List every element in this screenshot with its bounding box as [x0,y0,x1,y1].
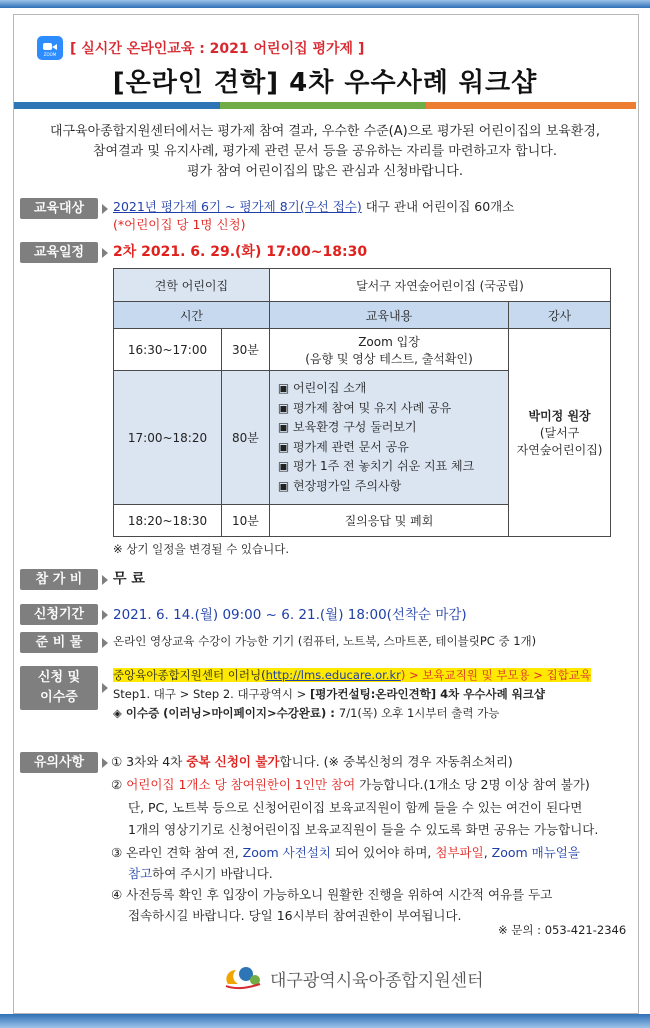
caution-highlight: Zoom 사전설치 [242,845,331,860]
apply-url-link[interactable]: http://lms.educare.or.kr [265,668,401,682]
label-arrow-icon [102,204,108,214]
caution-highlight: 참고 [128,866,153,881]
instructor-org: 자연숲어린이집) [516,443,603,457]
apply-steps: Step1. 대구 > Step 2. 대구광역시 > [113,687,310,701]
label-caution: 유의사항 [20,752,98,773]
apply-path: ) > 보육교직원 및 부모용 > 집합교육 [400,668,591,682]
col-instructor: 강사 [509,302,611,329]
label-arrow-icon [102,638,108,648]
duration-cell: 80분 [222,371,270,505]
label-target: 교육대상 [20,198,98,219]
content-cell: 질의응답 및 폐회 [269,505,508,537]
content-cell [269,329,508,371]
schedule-table [113,268,611,537]
caution-3 [111,843,580,861]
caution-3-line2 [128,864,273,882]
caution-text: ② [111,777,127,792]
center-logo-icon [222,962,262,990]
target-line1 [113,197,514,215]
prep-value: 온라인 영상교육 수강이 가능한 기기 (컴퓨터, 노트북, 스마트폰, 테이블릿PC 중 1개) [113,634,537,648]
label-apply-line: 이수증 [40,690,78,705]
label-arrow-icon [102,683,108,693]
table-row [114,302,611,329]
intro-line: 평가 참여 어린이집의 많은 관심과 신청바랍니다. [187,164,463,179]
content-item: ▣ 평가 1주 전 놓치기 쉬운 지표 체크 [277,459,475,473]
duration-cell: 30분 [222,329,270,371]
caution-highlight: 첨부파일 [435,845,484,860]
content-item: ▣ 평가제 참여 및 유지 사례 공유 [277,400,452,415]
content-item: ▣ 현장평가일 주의사항 [277,478,402,493]
top-bar [0,0,650,8]
content-item: ▣ 어린이집 소개 [277,381,367,395]
content-line: (음향 및 영상 테스트, 출석확인) [305,351,473,366]
instructor-name: 박미정 원장 [528,409,591,423]
caution-text: 가능합니다.(1개소 당 2명 이상 참여 불가) [355,777,590,792]
content-line: Zoom 입장 [358,334,420,349]
time-cell: 18:20~18:30 [114,505,222,537]
caution-2-line3: 1개의 영상기기로 신청어린이집 보육교직원이 들을 수 있도록 화면 공유는 가능합니다. [128,822,599,837]
apply-site: 중앙육아종합지원센터 이러닝( [113,668,266,682]
label-schedule: 교육일정 [20,242,98,263]
intro-line: 참여결과 및 유지사례, 평가제 관련 문서 등을 공유하는 자리를 마련하고자 합니다. [92,144,557,159]
caution-1 [111,752,513,770]
caution-highlight: 어린이집 1개소 당 참여원한이 1인만 참여 [126,777,356,792]
label-apply [20,666,98,710]
schedule-date: 2차 2021. 6. 29.(화) 17:00~18:30 [113,244,368,260]
color-strip-blue [14,102,220,109]
fee-value: 무 료 [113,571,145,587]
visit-label: 견학 어린이집 [114,269,270,302]
caution-4-line2: 접속하시길 바랍니다. 당일 16시부터 참여권한이 부여됩니다. [128,908,462,923]
subtitle: [ 실시간 온라인교육 : 2021 어린이집 평가제 ] [70,41,365,57]
col-time: 시간 [114,302,270,329]
content-item: ▣ 보육환경 구성 둘러보기 [277,420,417,434]
caution-highlight: Zoom 매뉴얼을 [491,845,580,860]
caution-text: 되어 있어야 하며, [330,845,436,860]
page-title: [온라인 견학] 4차 우수사례 워크샵 [112,68,538,98]
caution-text: ③ 온라인 견학 참여 전, [111,845,243,860]
zoom-logo-icon [37,36,63,60]
target-scope: 대구 관내 어린이집 60개소 [365,199,515,214]
label-fee: 참 가 비 [20,569,98,590]
apply-line2 [113,686,545,702]
caution-text: , [483,845,492,860]
caution-2 [111,775,590,793]
label-arrow-icon [102,575,108,585]
col-content: 교육내용 [269,302,508,329]
intro-line: 대구육아종합지원센터에서는 평가제 참여 결과, 우수한 수준(A)으로 평가된 어린이집의 보육환경, [49,124,601,139]
table-row [114,269,611,302]
color-strip-orange [426,102,636,109]
target-line2: (*어린이집 당 1명 신청) [113,217,246,232]
center-name: 대구광역시육아종합지원센터 [270,971,484,991]
label-arrow-icon [102,248,108,258]
caution-highlight: 중복 신청이 불가 [186,754,280,769]
caution-text: 합니다. (※ 중복신청의 경우 자동취소처리) [279,754,513,769]
target-period: 2021년 평가제 6기 ~ 평가제 8기(우선 접수) [113,199,362,214]
time-cell: 16:30~17:00 [114,329,222,371]
bottom-bar [0,1014,650,1028]
schedule-note: ※ 상기 일정을 변경될 수 있습니다. [113,542,289,556]
apply-line1 [113,667,591,683]
instructor-org: (달서구 [539,426,580,440]
zoom-logo-text: ZOOM [43,52,57,57]
label-arrow-icon [102,610,108,620]
caution-2-line2: 단, PC, 노트북 등으로 신청어린이집 보육교직원이 함께 들을 수 있는 여건이 된다면 [128,800,583,815]
label-prep: 준 비 물 [20,632,98,653]
apply-course: [평가컨설팅:온라인견학] 4차 우수사례 워크샵 [309,687,546,701]
certificate-date: 7/1(목) 오후 1시부터 출력 가능 [338,706,500,720]
label-apply-line: 신청 및 [37,670,81,685]
caution-text: 하여 주시기 바랍니다. [152,866,273,881]
time-cell: 17:00~18:20 [114,371,222,505]
instructor-cell [509,329,611,537]
visit-value: 달서구 자연숲어린이집 (국공립) [269,269,610,302]
caution-4: ④ 사전등록 확인 후 입장이 가능하오니 원활한 진행을 위하여 시간적 여유를 두고 [111,887,553,902]
label-arrow-icon [102,758,108,768]
table-row [114,329,611,371]
content-item: ▣ 평가제 관련 문서 공유 [277,439,409,454]
caution-text: ① 3차와 4차 [111,754,187,769]
label-period: 신청기간 [20,604,98,625]
duration-cell: 10분 [222,505,270,537]
color-strip-green [220,102,426,109]
apply-line3 [113,705,499,721]
intro-text [20,122,630,182]
certificate-path: ◈ 이수증 (이러닝>마이페이지>수강완료) : [113,706,339,720]
contact-info: ※ 문의 : 053-421-2346 [498,923,627,937]
period-value: 2021. 6. 14.(월) 09:00 ~ 6. 21.(월) 18:00(선착순 마감) [113,607,467,623]
content-cell [269,371,508,505]
